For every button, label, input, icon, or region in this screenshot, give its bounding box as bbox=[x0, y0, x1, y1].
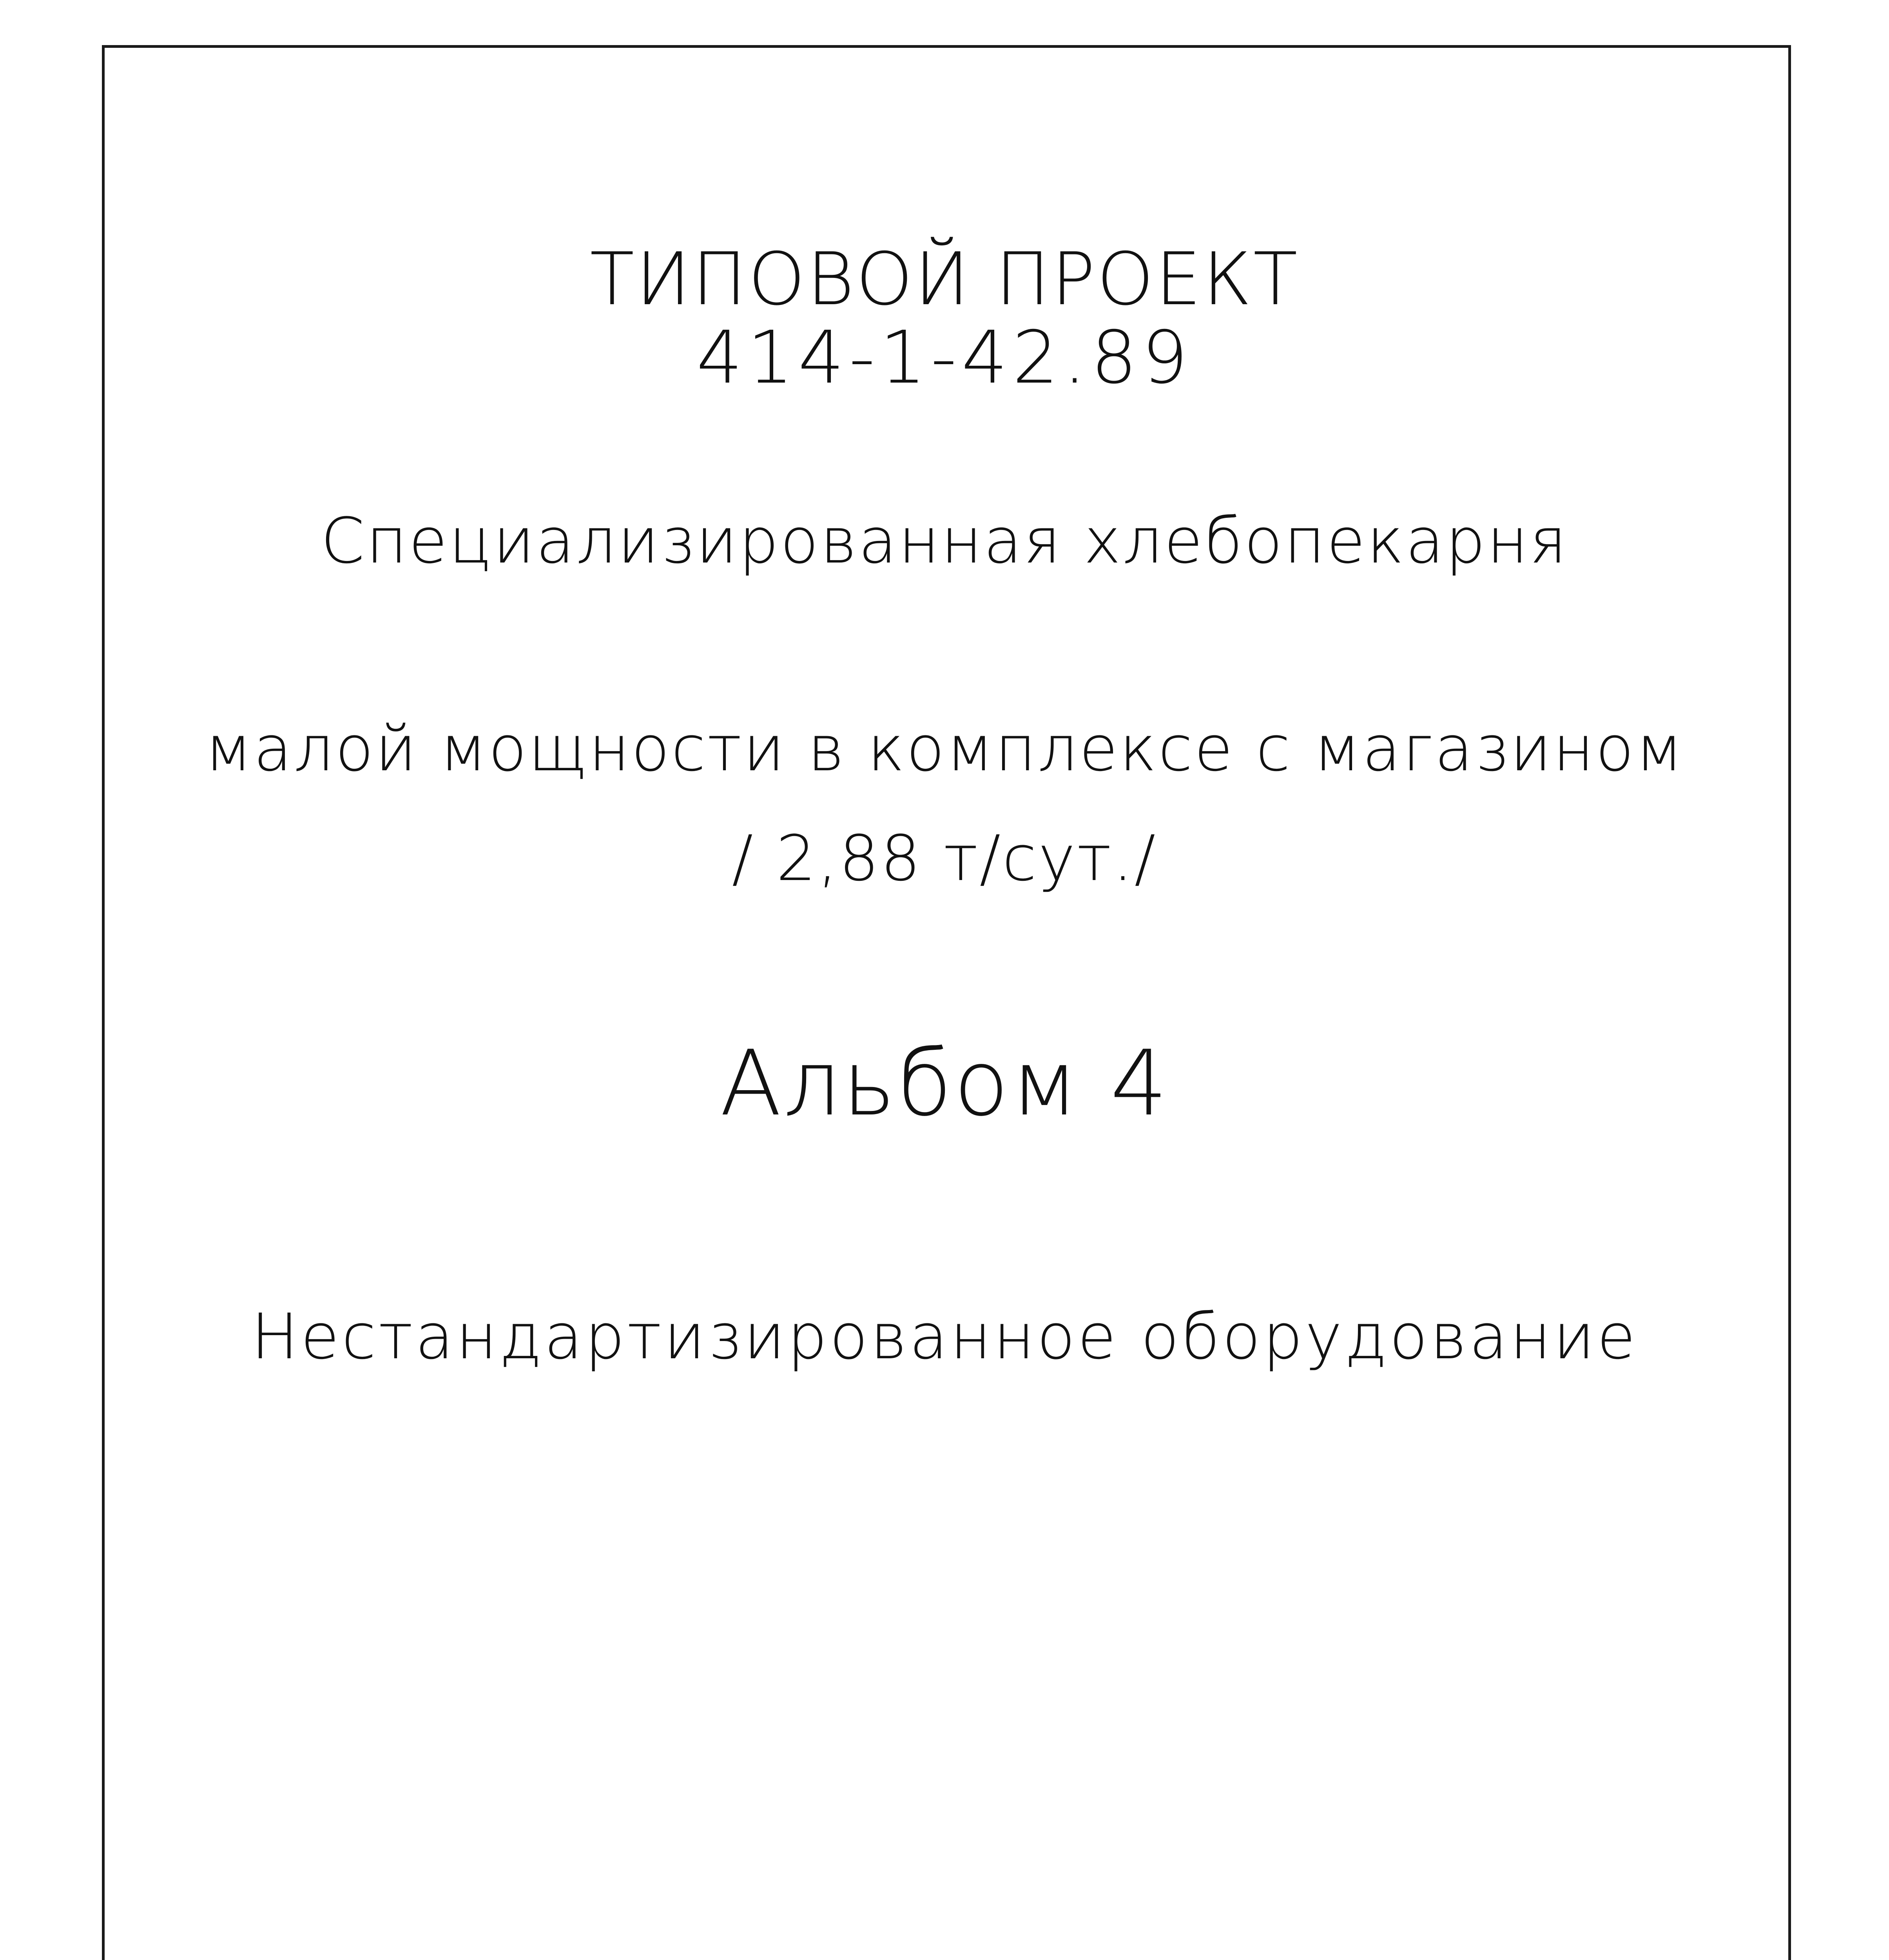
album-title: Альбом 4 bbox=[720, 1031, 1169, 1136]
project-number: 414-1-42.89 bbox=[696, 315, 1193, 400]
album-subject: Нестандартизированное оборудование bbox=[251, 1300, 1638, 1373]
capacity: / 2,88 т/сут./ bbox=[732, 822, 1157, 895]
project-type-title: ТИПОВОЙ ПРОЕКТ bbox=[590, 237, 1299, 321]
project-name-line1: Специализированная хлебопекарня bbox=[321, 504, 1568, 577]
project-name-line2: малой мощности в комплексе с магазином bbox=[205, 712, 1684, 785]
